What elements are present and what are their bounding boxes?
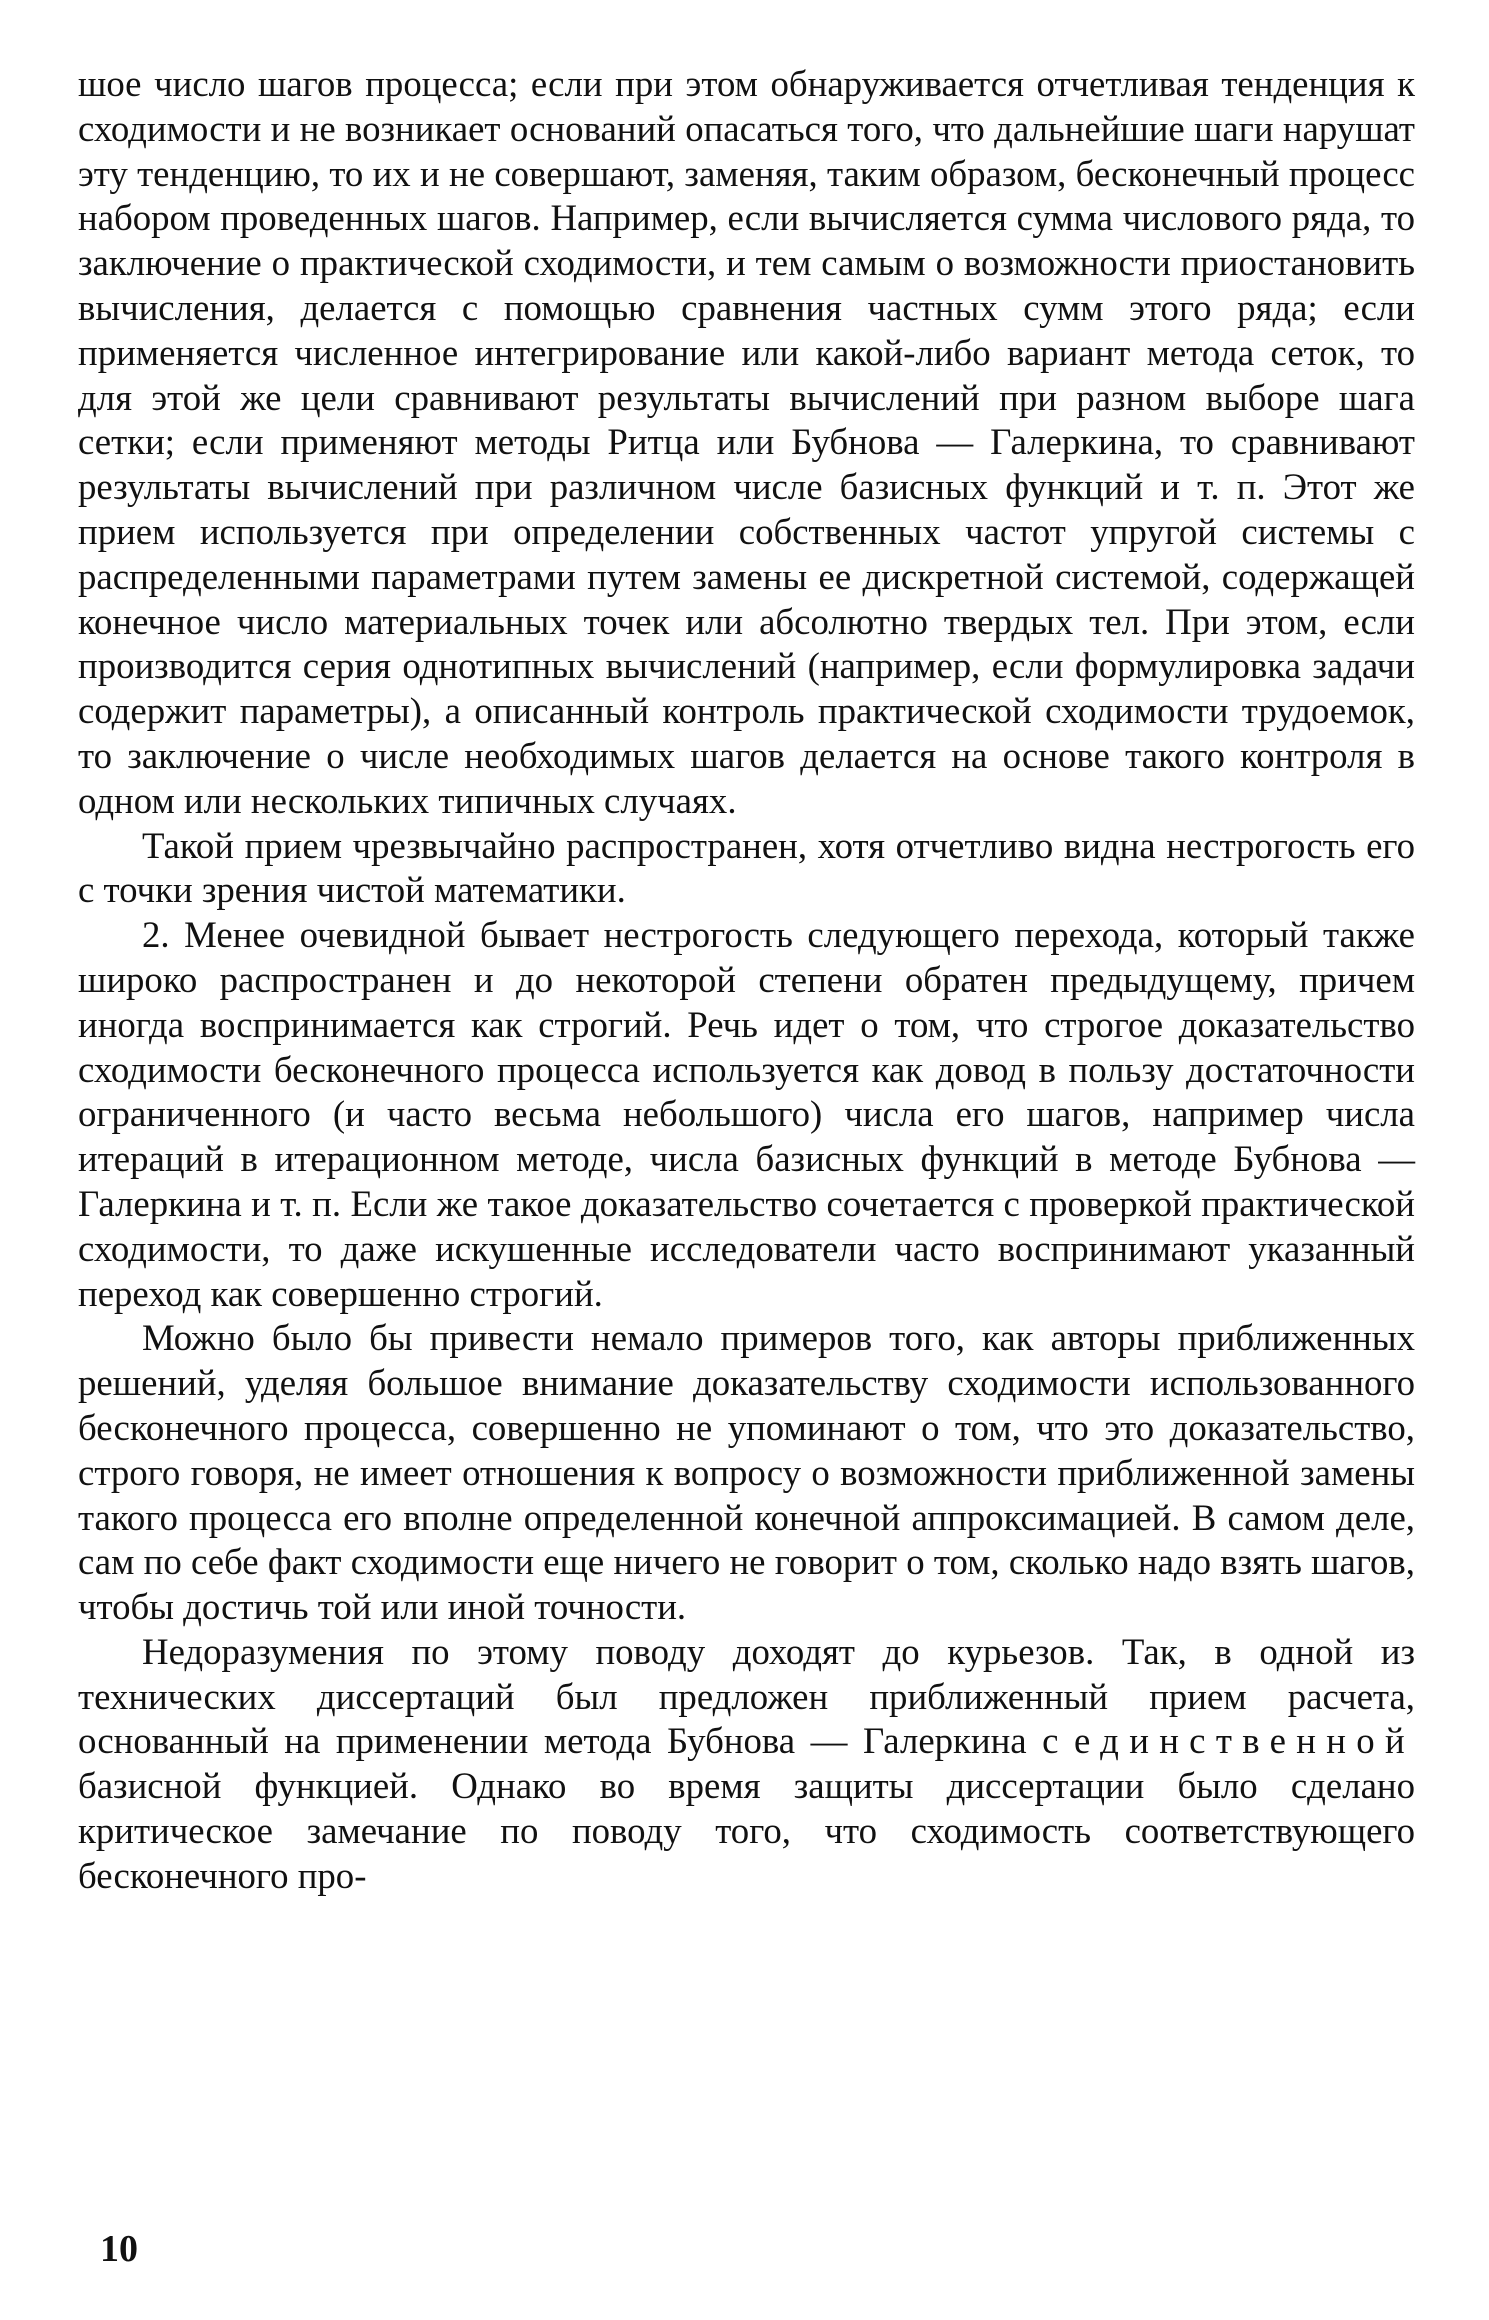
- paragraph-text: Такой прием чрезвычайно распространен, хотя отчетливо видна нестрогость его с точки зрения чистой математики.: [78, 824, 1415, 911]
- paragraph-text: базисной функцией. Однако во время защиты диссертации было сделано критическое замечание по поводу того, что сходимость соответствующего бесконечного про-: [78, 1765, 1415, 1896]
- paragraph-5: [78, 1630, 1415, 1899]
- paragraph-4: [78, 1316, 1415, 1630]
- paragraph-text: Недоразумения по этому поводу доходят до курьезов. Так, в одной из технических диссертаций был предложен приближенный прием расчета, основанный на применении метода Бубнова — Галеркина с: [78, 1630, 1415, 1762]
- emphasized-word: единственной: [1074, 1720, 1415, 1762]
- body-text: [78, 62, 1415, 1899]
- paragraph-1: [78, 62, 1415, 824]
- paragraph-text: шое число шагов процесса; если при этом обнаруживается отчетливая тенденция к сходимости и не возникает оснований опасаться того, что дальнейшие шаги нарушат эту тенденцию, то их и не совершают, заменяя, таким образом, бесконечный процесс набором проведенных шагов. Например, если вычисляется сумма числового ряда, то заключение о практической сходимости, и тем самым о возможности приостановить вычисления, делается с помощью сравнения частных сумм этого ряда; если применяется численное интегрирование или какой-либо вариант метода сеток, то для этой же цели сравнивают результаты вычислений при разном выборе шага сетки; если применяют методы Ритца или Бубнова — Галеркина, то сравнивают результаты вычислений при различном числе базисных функций и т. п. Этот же прием используется при определении собственных частот упругой системы с распределенными параметрами путем замены ее дискретной системой, содержащей конечное число материальных точек или абсолютно твердых тел. При этом, если производится серия однотипных вычислений (например, если формулировка задачи содержит параметры), а описанный контроль практической сходимости трудоемок, то заключение о числе необходимых шагов делается на основе такого контроля в одном или нескольких типичных случаях.: [78, 63, 1415, 821]
- paragraph-2: [78, 824, 1415, 914]
- page-number: 10: [100, 2228, 138, 2270]
- paragraph-text: Можно было бы привести немало примеров того, как авторы приближенных решений, уделяя большое внимание доказательству сходимости использованного бесконечного процесса, совершенно не упоминают о том, что это доказательство, строго говоря, не имеет отношения к вопросу о возможности приближенной замены такого процесса его вполне определенной конечной аппроксимацией. В самом деле, сам по себе факт сходимости еще ничего не говорит о том, сколько надо взять шагов, чтобы достичь той или иной точности.: [78, 1317, 1415, 1628]
- paragraph-text: 2. Менее очевидной бывает нестрогость следующего перехода, который также широко распространен и до некоторой степени обратен предыдущему, причем иногда воспринимается как строгий. Речь идет о том, что строгое доказательство сходимости бесконечного процесса используется как довод в пользу достаточности ограниченного (и часто весьма небольшого) числа его шагов, например числа итераций в итерационном методе, числа базисных функций в методе Бубнова — Галеркина и т. п. Если же такое доказательство сочетается с проверкой практической сходимости, то даже искушенные исследователи часто воспринимают указанный переход как совершенно строгий.: [78, 914, 1415, 1314]
- paragraph-3: [78, 913, 1415, 1316]
